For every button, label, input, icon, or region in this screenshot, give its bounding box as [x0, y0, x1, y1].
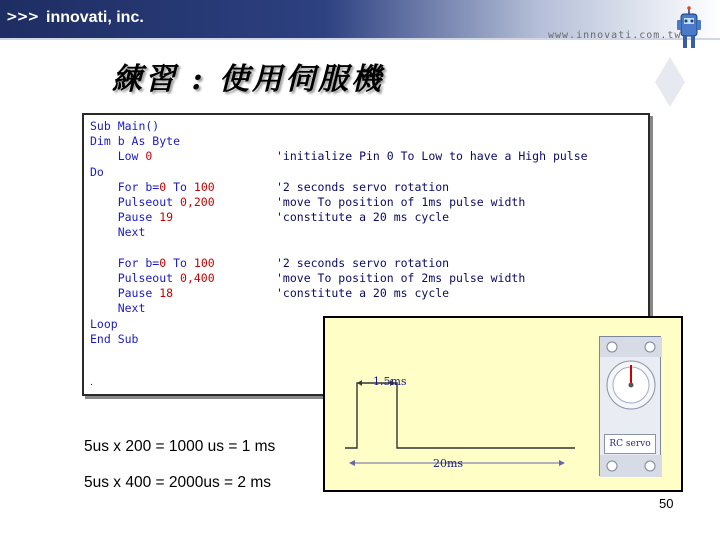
code-statement [90, 119, 159, 134]
code-statement [90, 180, 215, 195]
code-line [84, 165, 648, 180]
code-statement [90, 134, 180, 149]
code-line [84, 301, 648, 316]
code-token: Next [90, 225, 146, 240]
code-comment: 'constitute a 20 ms cycle [276, 210, 450, 225]
code-token: To [166, 179, 194, 194]
code-line [84, 271, 648, 286]
code-line [84, 241, 648, 256]
servo-label: RC servo [604, 434, 656, 454]
code-line [84, 210, 648, 225]
code-token: 0 [145, 149, 153, 164]
code-token: 100 [193, 255, 215, 270]
code-token: For b= [90, 179, 160, 194]
code-token: Dim b As Byte [90, 134, 181, 149]
company-logo: innovati, inc. [46, 9, 144, 26]
code-comment: 'move To position of 1ms pulse width [276, 195, 526, 209]
logo-arrows-icon: >>> [6, 9, 39, 25]
code-line [84, 225, 648, 240]
page-number: 50 [659, 496, 674, 511]
code-token: For b= [90, 255, 160, 270]
code-token: 0,200 [180, 195, 215, 209]
code-comment: 'constitute a 20 ms cycle [276, 286, 450, 301]
code-trailing-mark: . [90, 378, 93, 388]
code-statement [90, 317, 118, 332]
code-comment: '2 seconds servo rotation [276, 179, 450, 194]
code-token: 0 [159, 179, 167, 194]
code-statement [90, 301, 145, 316]
code-line [84, 180, 648, 195]
code-token: Sub Main() [90, 119, 160, 133]
code-comment: '2 seconds servo rotation [276, 255, 450, 270]
code-token: End Sub [90, 331, 139, 346]
code-line [84, 134, 648, 149]
code-line [84, 286, 648, 301]
code-token: Pulseout [90, 271, 181, 285]
rc-servo [599, 336, 661, 476]
code-statement [90, 225, 145, 240]
code-statement [90, 195, 215, 210]
code-token: Next [90, 301, 146, 316]
code-token: 100 [193, 179, 215, 194]
code-statement [90, 149, 152, 164]
code-statement [90, 256, 215, 271]
code-line [84, 195, 648, 210]
code-line [84, 256, 648, 271]
code-comment: 'move To position of 2ms pulse width [276, 271, 526, 285]
code-statement [90, 271, 215, 286]
robot-mascot-icon [676, 6, 702, 54]
code-line [84, 149, 648, 164]
code-token: Pulseout [90, 195, 181, 209]
watermark-icon [640, 52, 700, 112]
company-url: www.innovati.com.tw [548, 30, 682, 41]
code-token: 18 [159, 286, 174, 301]
code-statement [90, 210, 173, 225]
code-token: Pause [90, 286, 160, 301]
slide-title: 練習 : 使用伺服機 [112, 62, 384, 97]
code-token: Loop [90, 316, 118, 331]
equation-2ms: 5us x 400 = 2000us = 2 ms [84, 474, 271, 491]
code-comment: 'initialize Pin 0 To Low to have a High pulse [276, 149, 588, 164]
code-token: To [166, 255, 194, 270]
pulse-width-label: 1.5ms [373, 375, 407, 388]
equation-1ms: 5us x 200 = 1000 us = 1 ms [84, 438, 276, 455]
servo-pulse-diagram [323, 316, 683, 492]
code-token: 19 [159, 210, 174, 225]
code-token: Do [90, 164, 104, 179]
rc-servo-icon [600, 337, 662, 477]
code-token: 0,400 [180, 271, 215, 285]
code-token: Low [90, 149, 146, 164]
period-label: 20ms [433, 457, 464, 470]
header-bar [0, 0, 720, 40]
code-statement [90, 286, 173, 301]
code-line [84, 119, 648, 134]
code-statement [90, 332, 138, 347]
code-token: 0 [159, 255, 167, 270]
code-statement [90, 165, 104, 180]
code-token: Pause [90, 210, 160, 225]
